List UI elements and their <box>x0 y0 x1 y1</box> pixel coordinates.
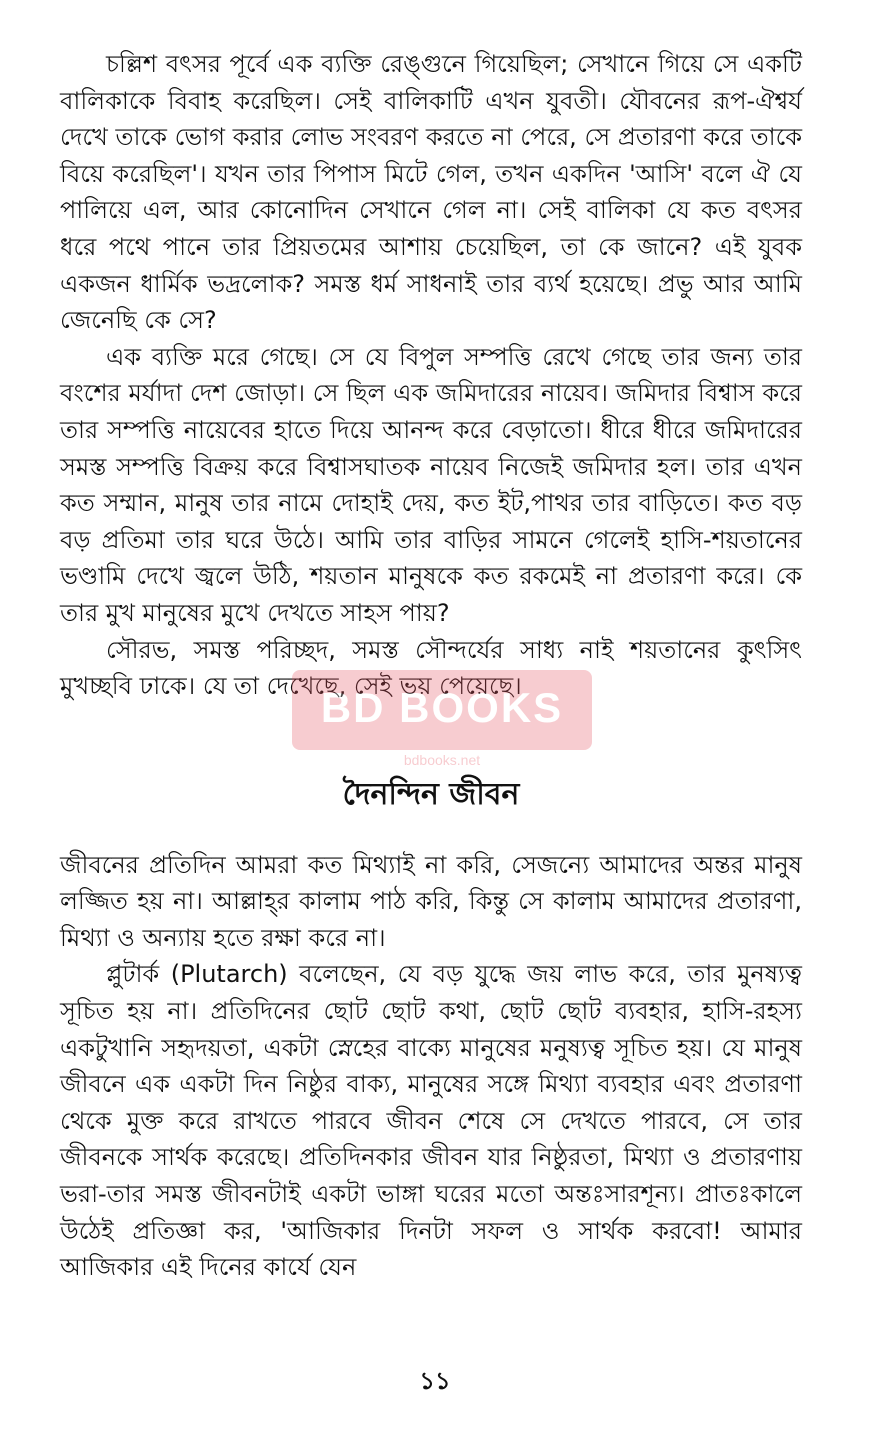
paragraph-naib-story: এক ব্যক্তি মরে গেছে। সে যে বিপুল সম্পত্তি রেখে গেছে তার জন্য তার বংশের মর্যাদা দেশ জোড়া। সে ছিল এক জমিদারের নায়েব। জমিদার বিশ্বাস করে তার সম্পত্তি নায়েবের হাতে দিয়ে আনন্দ করে বেড়াতো। ধীরে ধীরে জমিদারের সমস্ত সম্পত্তি বিক্রয় করে বিশ্বাসঘাতক নায়েব নিজেই জমিদার হল। তার এখন কত সম্মান, মানুষ তার নামে দোহাই দেয়, কত ইট,পাথর তার বাড়িতে। কত বড় বড় প্রতিমা তার ঘরে উঠে। আমি তার বাড়ির সামনে গেলেই হাসি-শয়তানের ভণ্ডামি দেখে জ্বলে উঠি, শয়তান মানুষকে কত রকমেই না প্রতারণা করে। কে তার মুখ মানুষের মুখে দেখতে সাহস পায়? <box>60 342 802 627</box>
page-number: ১১ <box>419 1367 451 1395</box>
paragraph-plutarch: প্লুটার্ক (Plutarch) বলেছেন, যে বড় যুদ্ধে জয় লাভ করে, তার মুনষ্যত্ব সূচিত হয় না। প্রতিদিনের ছোট ছোট কথা, ছোট ছোট ব্যবহার, হাসি-রহস্য একটুখানি সহৃদয়তা, একটা স্নেহের বাক্যে মানুষের মনুষ্যত্ব সূচিত হয়। যে মানুষ জীবনে এক একটা দিন নিষ্ঠুর বাক্য, মানুষের সঙ্গে মিথ্যা ব্যবহার এবং প্রতারণা থেকে মুক্ত করে রাখতে পারবে জীবন শেষে সে দেখতে পারবে, সে তার জীবনকে সার্থক করেছে। প্রতিদিনকার জীবন যার নিষ্ঠুরতা, মিথ্যা ও প্রতারণায় ভরা-তার সমস্ত জীবনটাই একটা ভাঙ্গা ঘরের মতো অন্তঃসারশূন্য। প্রাতঃকালে উঠেই প্রতিজ্ঞা কর, 'আজিকার দিনটা সফল ও সার্থক করবো! আমার আজিকার এই দিনের কার্যে যেন <box>60 960 802 1282</box>
paragraph-rangoon-story: চল্লিশ বৎসর পূর্বে এক ব্যক্তি রেঙ্গুনে গিয়েছিল; সেখানে গিয়ে সে একটি বালিকাকে বিবাহ করেছিল। সেই বালিকাটি এখন যুবতী। যৌবনের রূপ-ঐশ্বর্য দেখে তাকে ভোগ করার লোভ সংবরণ করতে না পেরে, সে প্রতারণা করে তাকে বিয়ে করেছিল'। যখন তার পিপাস মিটে গেল, তখন একদিন 'আসি' বলে ঐ যে পালিয়ে এল, আর কোনোদিন সেখানে গেল না। সেই বালিকা যে কত বৎসর ধরে পথে পানে তার প্রিয়তমের আশায় চেয়েছিল, তা কে জানে? এই যুবক একজন ধার্মিক ভদ্রলোক? সমস্ত ধর্ম সাধনাই তার ব্যর্থ হয়েছে। প্রভু আর আমি জেনেছি কে সে? <box>60 50 802 335</box>
section-heading: দৈনন্দিন জীবন <box>342 776 520 812</box>
paragraph-satan-face: সৌরভ, সমস্ত পরিচ্ছদ, সমস্ত সৌন্দর্যের সাধ্য নাই শয়তানের কুৎসিৎ মুখচ্ছবি ঢাকে। যে তা দেখেছে, সেই ভয় পেয়েছে। <box>60 635 802 701</box>
watermark-logo-text: BD BOOKS <box>320 684 564 731</box>
paragraph-daily-lies: জীবনের প্রতিদিন আমরা কত মিথ্যাই না করি, সেজন্যে আমাদের অন্তর মানুষ লজ্জিত হয় না। আল্লাহ্‌র কালাম পাঠ করি, কিন্তু সে কালাম আমাদের প্রতারণা, মিথ্যা ও অন্যায় হতে রক্ষা করে না। <box>60 850 802 952</box>
watermark-url: bdbooks.net <box>403 752 481 768</box>
page-body <box>60 46 802 1286</box>
